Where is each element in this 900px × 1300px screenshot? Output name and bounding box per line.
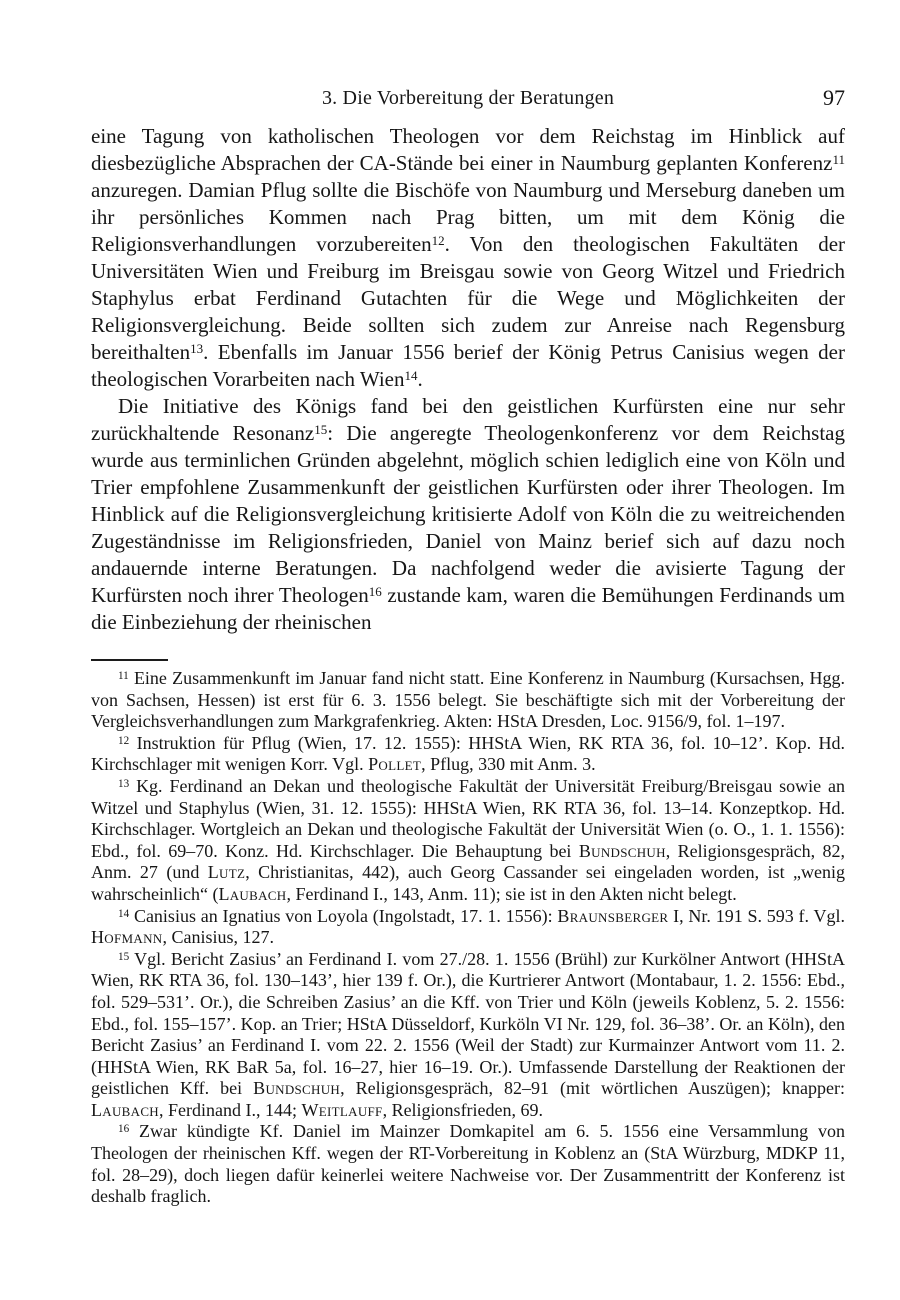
text-run: Die Initiative des Königs fand bei den geistlichen Kurfürsten eine nur sehr zurückhaltende Resonanz [91, 394, 845, 445]
footnote-reference: 14 [404, 368, 418, 384]
footnote-marker: 14 [118, 907, 130, 920]
text-run: , Religionsgespräch, 82–91 (mit wörtlichen Auszügen); knapper: [340, 1078, 845, 1099]
footnote-reference: 13 [190, 341, 204, 357]
author-name-smallcaps: Laubach [218, 883, 287, 904]
text-run: , Religionsgespräch, 82, Anm. 27 (und [91, 840, 845, 883]
text-run: zustande kam, waren die Bemühungen Ferdinands um die Einbeziehung der rheinischen [91, 583, 846, 634]
author-name-smallcaps: Bundschuh [578, 840, 666, 861]
author-name-smallcaps: Laubach [91, 1099, 159, 1120]
text-run: . Ebenfalls im Januar 1556 berief der König Petrus Canisius wegen der theologischen Vorarbeiten nach Wien [91, 340, 845, 391]
page-number: 97 [823, 85, 845, 110]
text-run: Instruktion für Pflug (Wien, 17. 12. 1555): HHStA Wien, RK RTA 36, fol. 10–12’. Kop. Hd. Kirchschlager mit wenigen Korr. Vgl. [91, 732, 845, 775]
footnote [91, 733, 845, 776]
footnote-separator [91, 659, 168, 661]
text-run: , Pflug, 330 mit Anm. 3. [421, 754, 596, 775]
footnote-reference: 15 [314, 422, 328, 438]
text-run: Zwar kündigte Kf. Daniel im Mainzer Domkapitel am 6. 5. 1556 eine Versammlung von Theologen der rheinischen Kff. wegen der RT-Vorbereitung in Koblenz an (StA Würzburg, MDKP 11, fol. 28–29), doch liegen dafür keinerlei weitere Nachweise vor. Der Zusammentritt der Konferenz ist deshalb fraglich. [91, 1121, 845, 1207]
footnote [91, 1121, 845, 1207]
author-name-smallcaps: Hofmann [91, 927, 163, 948]
text-run: I, Nr. 191 S. 593 f. Vgl. [668, 905, 845, 926]
text-run: Vgl. Bericht Zasius’ an Ferdinand I. vom 27./28. 1. 1556 (Brühl) zur Kurkölner Antwort (HHStA Wien, RK RTA 36, fol. 130–143’, hier 139 f. Or.), die Kurtrierer Antwort (Montabaur, 1. 2. 1556: Ebd., fol. 529–531’. Or.), die Schreiben Zasius’ an die Kff. von Trier und Köln (jeweils Koblenz, 5. 2. 1556: Ebd., fol. 155–157’. Kop. an Trier; HStA Düsseldorf, Kurköln VI Nr. 129, fol. 36–38’. Or. an Köln), den Bericht Zasius’ an Ferdinand I. vom 22. 2. 1556 (Weil der Stadt) zur Kurmainzer Antwort vom 11. 2. (HHStA Wien, RK BaR 5a, fol. 16–27, hier 16–19. Or.). Umfassende Darstellung der Reaktionen der geistlichen Kff. bei [91, 948, 845, 1099]
footnote-marker: 16 [118, 1123, 130, 1136]
author-name-smallcaps: Bundschuh [253, 1078, 341, 1099]
footnote [91, 906, 845, 949]
page-header [91, 84, 845, 112]
text-run: . [417, 367, 423, 391]
footnote-marker: 15 [118, 950, 130, 963]
text-run: Eine Zusammenkunft im Januar fand nicht statt. Eine Konferenz in Naumburg (Kursachsen, Hgg. von Sachsen, Hessen) ist erst für 6. 3. 1556 belegt. Sie beschäftigte sich mit der Vorbereitung der Vergleichsverhandlungen zum Markgrafenkrieg. Akten: HStA Dresden, Loc. 9156/9, fol. 1–197. [91, 668, 846, 732]
author-name-smallcaps: Lutz [207, 862, 246, 883]
footnote-marker: 11 [118, 669, 129, 682]
body-paragraph [91, 123, 845, 393]
text-run: eine Tagung von katholischen Theologen vor dem Reichstag im Hinblick auf diesbezügliche Absprachen der CA-Stände bei einer in Naumburg geplanten Konferenz [91, 124, 845, 175]
author-name-smallcaps: Weitlauff [301, 1099, 383, 1120]
text-run: Canisius an Ignatius von Loyola (Ingolstadt, 17. 1. 1556): [133, 905, 558, 926]
text-run: , Ferdinand I., 143, Anm. 11); sie ist in den Akten nicht belegt. [286, 883, 737, 904]
footnote-marker: 13 [118, 777, 130, 790]
footnote-marker: 12 [118, 734, 130, 747]
body-paragraph [91, 393, 845, 636]
text-run: Kg. Ferdinand an Dekan und theologische Fakultät der Universität Freiburg/Breisgau sowie an Witzel und Staphylus (Wien, 31. 12. 1555): HHStA Wien, RK RTA 36, fol. 13–14. Konzeptkop. Hd. Kirchschlager. Wortgleich an Dekan und theologische Fakultät der Universität Wien (o. O., 1. 1. 1556): Ebd., fol. 69–70. Konz. Hd. Kirchschlager. Die Behauptung bei [91, 775, 846, 861]
text-run: , Canisius, 127. [162, 927, 274, 948]
text-run: , Ferdinand I., 144; [159, 1099, 302, 1120]
footnote [91, 668, 845, 733]
text-run: anzuregen. Damian Pflug sollte die Bischöfe von Naumburg und Merseburg daneben um ihr persönliches Kommen nach Prag bitten, um mit dem König die Religionsverhandlungen vorzubereiten [91, 178, 845, 256]
footnote [91, 776, 845, 906]
body-text [91, 123, 845, 636]
footnotes-section [91, 668, 845, 1208]
text-run: : Die angeregte Theologenkonferenz vor dem Reichstag wurde aus terminlichen Gründen abgelehnt, möglich schien lediglich eine von Köln und Trier empfohlene Zusammenkunft der geistlichen Kurfürsten oder ihrer Theologen. Im Hinblick auf die Religionsvergleichung kritisierte Adolf von Köln die zu weitreichenden Zugeständnisse im Religionsfrieden, Daniel von Mainz berief sich auf dazu noch andauernde interne Beratungen. Da nachfolgend weder die avisierte Tagung der Kurfürsten noch ihrer Theologen [91, 421, 845, 607]
author-name-smallcaps: Braunsberger [557, 905, 669, 926]
footnote-reference: 11 [832, 152, 845, 168]
footnote [91, 949, 845, 1122]
running-title: 3. Die Vorbereitung der Beratungen [321, 87, 615, 109]
footnote-reference: 16 [368, 584, 382, 600]
footnote-reference: 12 [431, 233, 445, 249]
text-run: . Von den theologischen Fakultäten der Universitäten Wien und Freiburg im Breisgau sowie von Georg Witzel und Friedrich Staphylus erbat Ferdinand Gutachten für die Wege und Möglichkeiten der Religionsvergleichung. Beide sollten sich zudem zur Anreise nach Regensburg bereithalten [91, 232, 846, 364]
text-run: , Religionsfrieden, 69. [382, 1099, 544, 1120]
author-name-smallcaps: Pollet [368, 754, 422, 775]
text-run: , Christianitas, 442), auch Georg Cassander sei eingeladen worden, ist „wenig wahrscheinlich“ ( [91, 862, 845, 904]
